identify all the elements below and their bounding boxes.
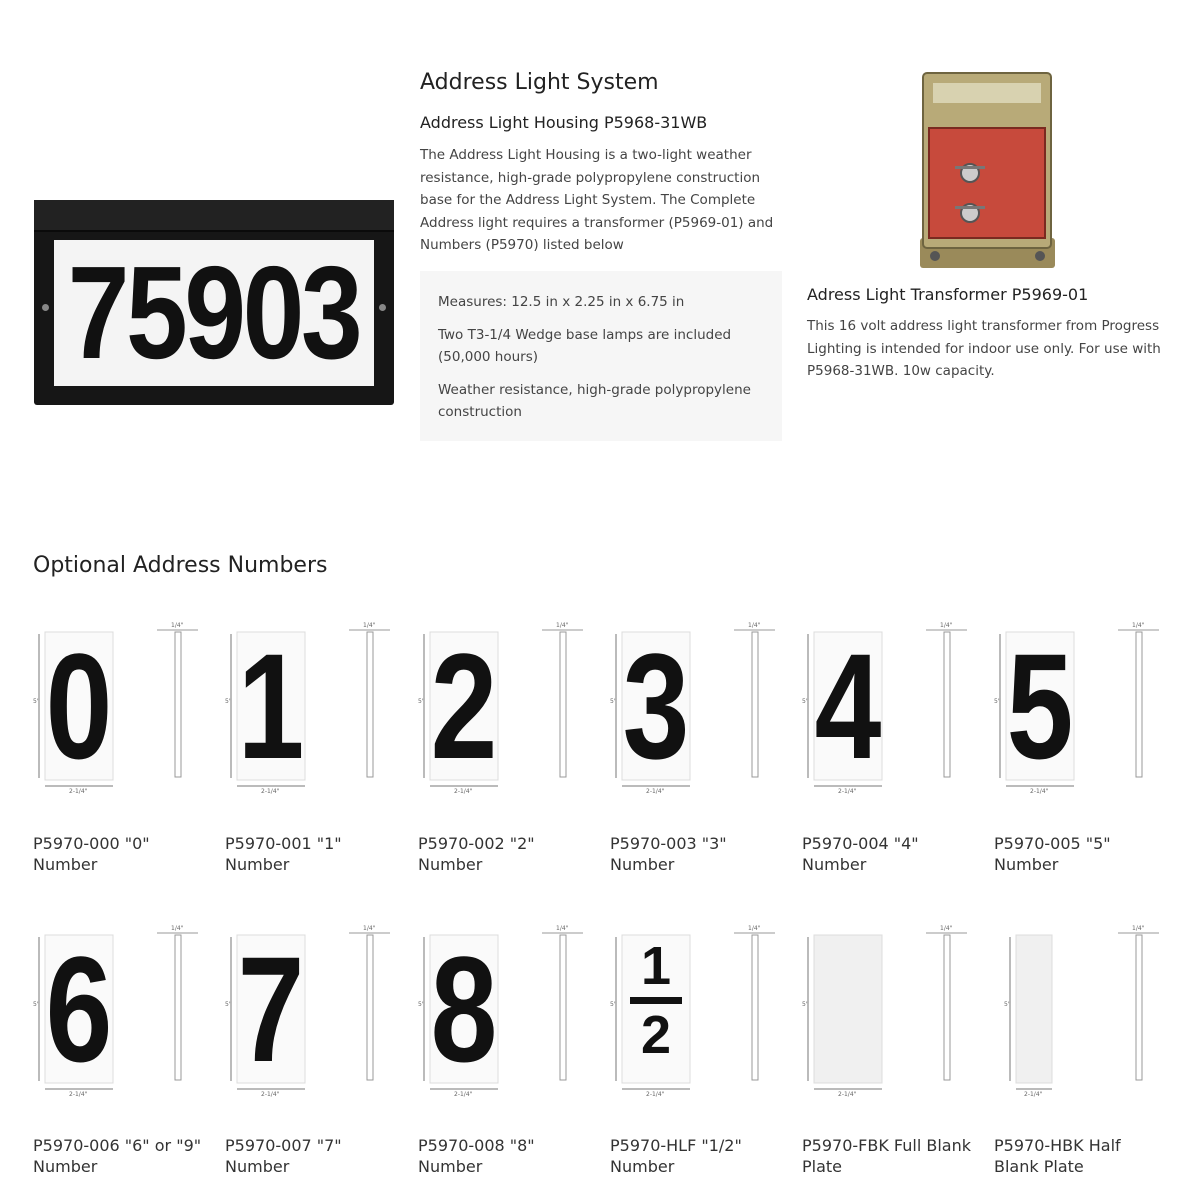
- number-caption: [610, 1135, 790, 1177]
- number-plate-drawing: [610, 925, 790, 1100]
- caption-line: Number: [225, 855, 290, 874]
- number-caption: [994, 833, 1174, 875]
- number-plate-drawing: [33, 925, 213, 1100]
- caption-line: Blank Plate: [994, 1157, 1084, 1176]
- caption-line: P5970-005 "5": [994, 834, 1111, 853]
- dimension-label: 2-1/4": [838, 1091, 857, 1098]
- dimension-label: 5": [418, 1001, 425, 1008]
- number-caption: [802, 833, 982, 875]
- dimension-label: 2-1/4": [646, 1091, 665, 1098]
- number-glyph: 0: [45, 622, 113, 790]
- caption-line: Plate: [802, 1157, 843, 1176]
- number-plate-drawing: [418, 622, 598, 797]
- dimension-label: 5": [225, 1001, 232, 1008]
- dimension-label: 5": [994, 698, 1001, 705]
- caption-line: P5970-FBK Full Blank: [802, 1136, 971, 1155]
- transformer-line: P5968-31WB. 10w capacity.: [807, 363, 995, 379]
- dimension-label: 1/4": [171, 622, 184, 629]
- caption-line: Number: [418, 855, 483, 874]
- system-title: Address Light System: [420, 70, 659, 95]
- housing-line: base for the Address Light System. The Complete: [420, 192, 756, 208]
- dimension-label: 1/4": [556, 622, 569, 629]
- dimension-label: 2-1/4": [454, 1091, 473, 1098]
- caption-line: Number: [994, 855, 1059, 874]
- dimension-label: 1/4": [363, 622, 376, 629]
- number-glyph: 1: [237, 622, 305, 790]
- number-glyph: 6: [45, 925, 113, 1093]
- caption-line: P5970-006 "6" or "9": [33, 1136, 202, 1155]
- caption-line: P5970-007 "7": [225, 1136, 342, 1155]
- dimension-label: 2-1/4": [1024, 1091, 1043, 1098]
- number-plate-drawing: [610, 622, 790, 797]
- dimension-label: 1/4": [748, 925, 761, 932]
- dimension-label: 2-1/4": [261, 1091, 280, 1098]
- dimension-label: 5": [610, 1001, 617, 1008]
- housing-image-number: 75903: [68, 239, 360, 386]
- number-plate-drawing: [994, 622, 1174, 797]
- number-plate-drawing: [33, 622, 213, 797]
- number-caption: [418, 1135, 598, 1177]
- number-plate-drawing: [225, 622, 405, 797]
- caption-line: Number: [802, 855, 867, 874]
- dimension-label: 2-1/4": [69, 1091, 88, 1098]
- caption-line: P5970-008 "8": [418, 1136, 535, 1155]
- housing-line: Address light requires a transformer (P5969-01) and: [420, 214, 774, 231]
- number-caption: [225, 833, 405, 875]
- dimension-label: 2-1/4": [838, 788, 857, 795]
- caption-line: P5970-000 "0": [33, 834, 150, 853]
- dimension-label: 5": [225, 698, 232, 705]
- caption-line: P5970-HLF "1/2": [610, 1136, 742, 1155]
- dimension-label: 2-1/4": [1030, 788, 1049, 795]
- dimension-label: 2-1/4": [454, 788, 473, 795]
- number-caption: [994, 1135, 1174, 1177]
- housing-line: The Address Light Housing is a two-light weather: [420, 147, 752, 163]
- transformer-heading: Adress Light Transformer P5969-01: [807, 285, 1089, 304]
- caption-line: P5970-002 "2": [418, 834, 535, 853]
- number-glyph: 2: [430, 622, 498, 790]
- spec-item: Measures: 12.5 in x 2.25 in x 6.75 in: [438, 294, 685, 310]
- dimension-label: 5": [33, 698, 40, 705]
- transformer-line: This 16 volt address light transformer from Progress: [807, 318, 1160, 334]
- numbers-section-title: Optional Address Numbers: [33, 553, 328, 578]
- dimension-label: 1/4": [363, 925, 376, 932]
- dimension-label: 2-1/4": [69, 788, 88, 795]
- dimension-label: 5": [802, 1001, 809, 1008]
- transformer-line: Lighting is intended for indoor use only. For use with: [807, 340, 1161, 357]
- dimension-label: 5": [610, 698, 617, 705]
- caption-line: P5970-003 "3": [610, 834, 727, 853]
- dimension-label: 1/4": [748, 622, 761, 629]
- number-caption: [610, 833, 790, 875]
- number-glyph: 5: [1006, 622, 1074, 790]
- caption-line: P5970-001 "1": [225, 834, 342, 853]
- housing-heading: Address Light Housing P5968-31WB: [420, 113, 708, 132]
- dimension-label: 1/4": [940, 925, 953, 932]
- number-caption: [802, 1135, 982, 1177]
- number-caption: [418, 833, 598, 875]
- number-plate-drawing: [994, 925, 1174, 1100]
- number-plate-drawing: [418, 925, 598, 1100]
- number-glyph: 7: [237, 925, 305, 1093]
- caption-line: Number: [33, 855, 98, 874]
- dimension-label: 1/4": [171, 925, 184, 932]
- number-plate-drawing: [802, 925, 982, 1100]
- caption-line: Number: [418, 1157, 483, 1176]
- screw-icon: [42, 304, 49, 311]
- screw-icon: [379, 304, 386, 311]
- dimension-label: 2-1/4": [261, 788, 280, 795]
- spec-item: Two T3-1/4 Wedge base lamps are included (50,000 hours): [438, 327, 732, 365]
- dimension-label: 5": [418, 698, 425, 705]
- spec-item: Weather resistance, high-grade polypropylene construction: [438, 382, 751, 420]
- dimension-label: 1/4": [1132, 622, 1145, 629]
- number-glyph: 4: [814, 622, 882, 790]
- number-glyph: 8: [430, 925, 498, 1093]
- number-caption: [33, 1135, 213, 1177]
- number-glyph: 3: [622, 622, 690, 790]
- housing-line: Numbers (P5970) listed below: [420, 237, 624, 253]
- caption-line: Number: [33, 1157, 98, 1176]
- caption-line: Number: [225, 1157, 290, 1176]
- caption-line: Number: [610, 855, 675, 874]
- dimension-label: 1/4": [1132, 925, 1145, 932]
- address-light-housing-image: [34, 200, 394, 405]
- caption-line: P5970-HBK Half: [994, 1136, 1121, 1155]
- housing-line: resistance, high-grade polypropylene construction: [420, 169, 761, 186]
- dimension-label: 5": [33, 1001, 40, 1008]
- number-caption: [33, 833, 213, 875]
- number-plate-drawing: [802, 622, 982, 797]
- transformer-description: [807, 315, 1187, 383]
- number-caption: [225, 1135, 405, 1177]
- dimension-label: 5": [1004, 1001, 1011, 1008]
- number-glyph: 1 2: [622, 939, 690, 1062]
- dimension-label: 1/4": [556, 925, 569, 932]
- number-plate-drawing: [225, 925, 405, 1100]
- housing-description: [420, 144, 800, 257]
- dimension-label: 1/4": [940, 622, 953, 629]
- dimension-label: 2-1/4": [646, 788, 665, 795]
- transformer-image: [915, 68, 1060, 273]
- dimension-label: 5": [802, 698, 809, 705]
- caption-line: Number: [610, 1157, 675, 1176]
- specs-box: [420, 271, 782, 441]
- caption-line: P5970-004 "4": [802, 834, 919, 853]
